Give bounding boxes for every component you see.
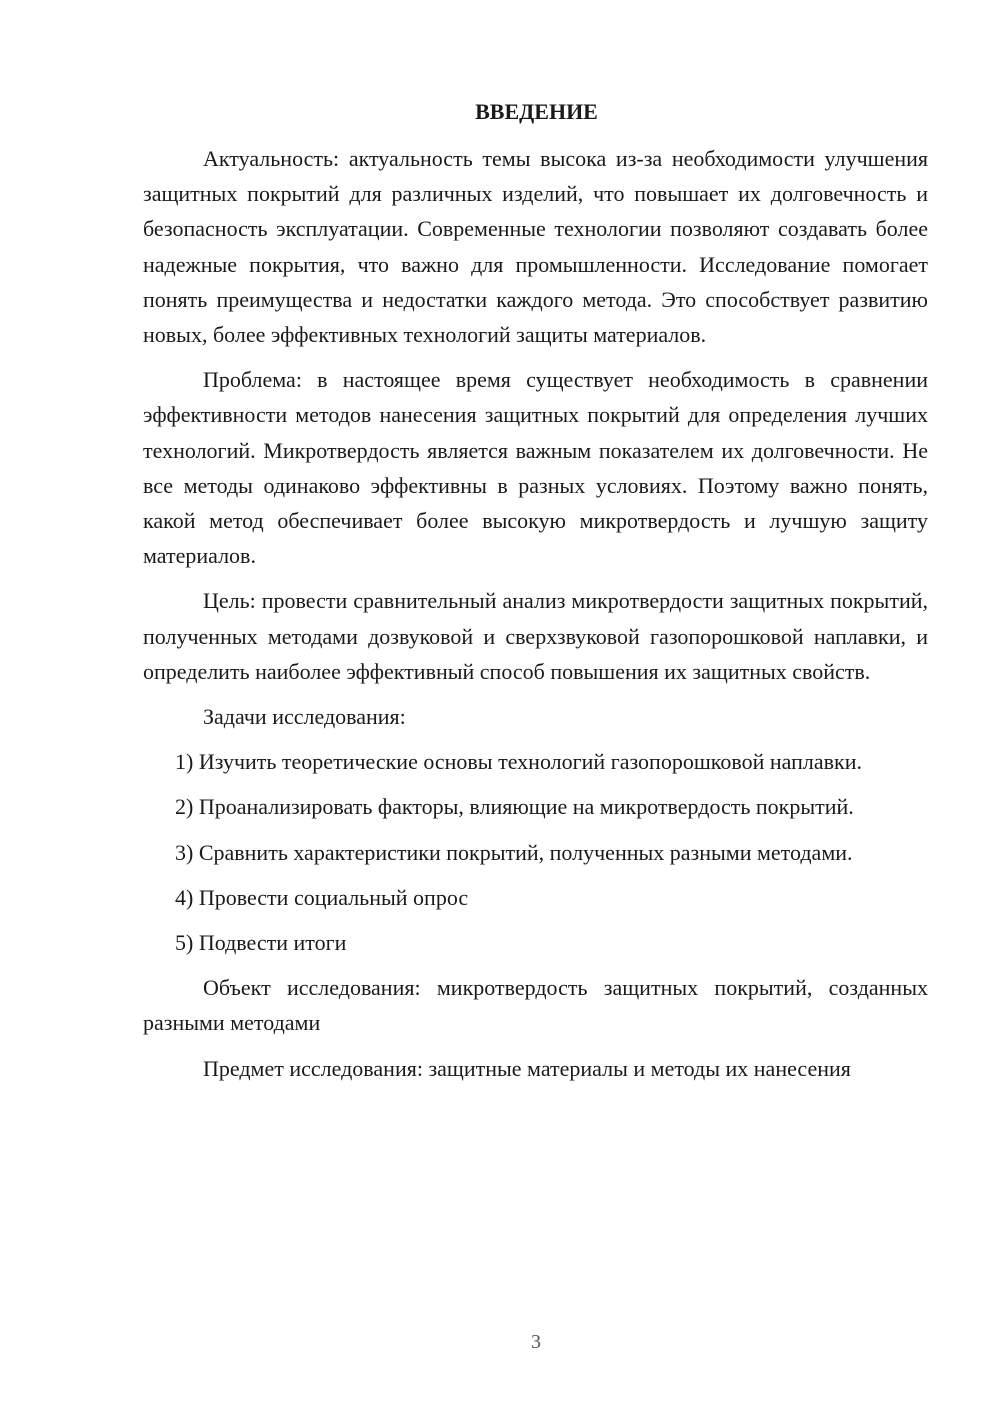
- task-item: 2) Проанализировать факторы, влияющие на микротвердость покрытий.: [175, 794, 854, 820]
- paragraph-relevance: Актуальность: актуальность темы высока из-за необходимости улучшения защитных покрытий для различных изделий, что повышает их долговечность и безопасность эксплуатации. Современные технологии позволяют создавать более надежные покрытия, что важно для промышленности. Исследование помогает понять преимущества и недостатки каждого метода. Это способствует развитию новых, более эффективных технологий защиты материалов.: [143, 146, 928, 348]
- paragraph-object: Объект исследования: микротвердость защитных покрытий, созданных разными методами: [143, 975, 928, 1036]
- paragraph-problem: Проблема: в настоящее время существует необходимость в сравнении эффективности методов нанесения защитных покрытий для определения лучших технологий. Микротвердость является важным показателем их долговечности. Не все методы одинаково эффективны в разных условиях. Поэтому важно понять, какой метод обеспечивает более высокую микротвердость и лучшую защиту материалов.: [143, 367, 928, 569]
- paragraph-subject: Предмет исследования: защитные материалы и методы их нанесения: [203, 1055, 851, 1081]
- page-title: ВВЕДЕНИЕ: [475, 99, 598, 124]
- paragraph-tasks-intro: Задачи исследования:: [203, 704, 406, 730]
- task-item: 1) Изучить теоретические основы технологий газопорошковой наплавки.: [175, 749, 862, 775]
- task-item: 3) Сравнить характеристики покрытий, полученных разными методами.: [175, 839, 853, 865]
- paragraph-goal: Цель: провести сравнительный анализ микротвердости защитных покрытий, полученных методами дозвуковой и сверхзвуковой газопорошковой наплавки, и определить наиболее эффективный способ повышения их защитных свойств.: [143, 588, 928, 684]
- document-page: [143, 94, 928, 1096]
- task-item: 4) Провести социальный опрос: [175, 884, 469, 910]
- task-item: 5) Подвести итоги: [175, 930, 347, 956]
- page-number: 3: [531, 1331, 541, 1353]
